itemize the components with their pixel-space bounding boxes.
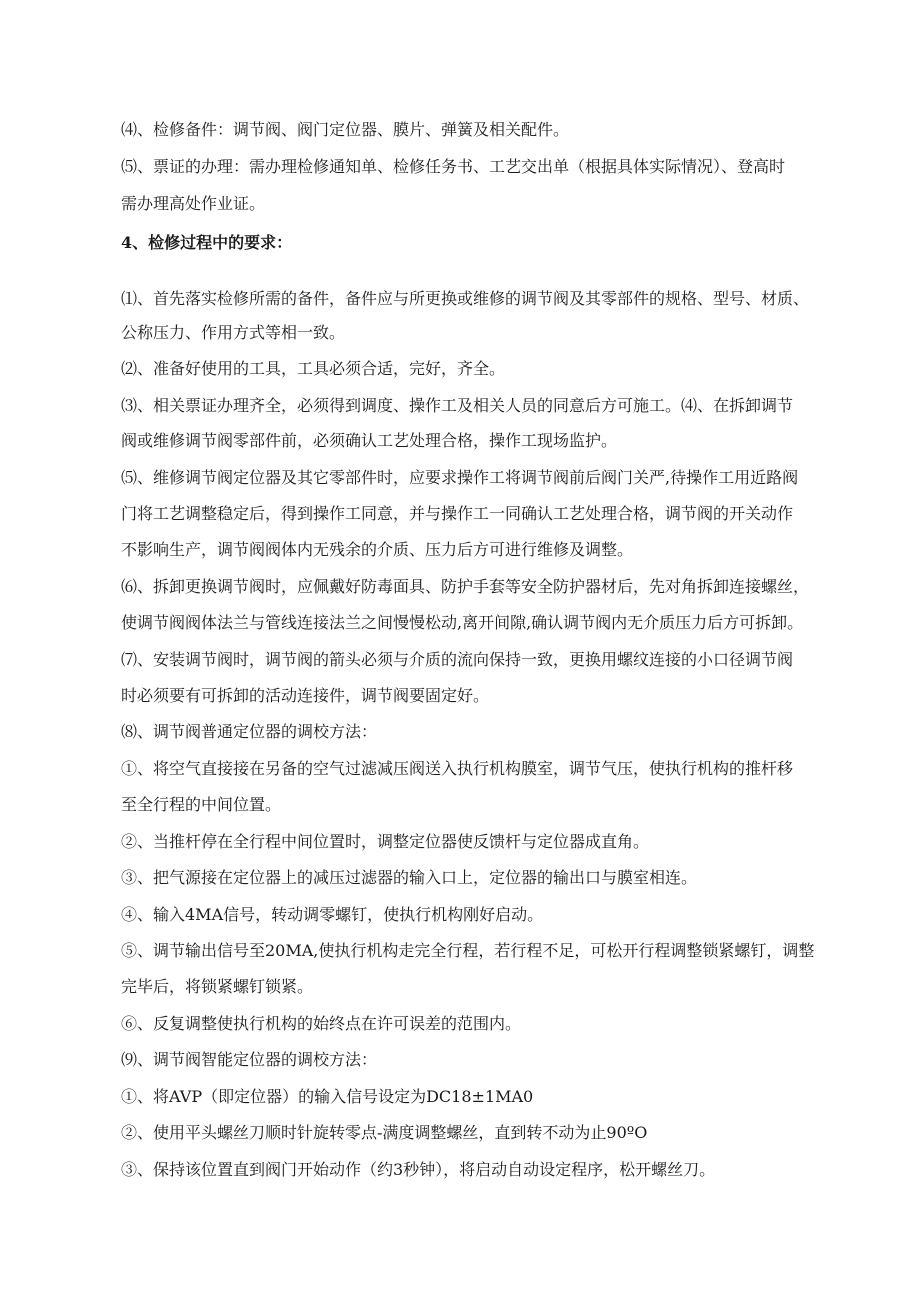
text-line: 需办理高处作业证。 — [121, 194, 266, 213]
text-line: ⑼、调节阀智能定位器的调校方法： — [121, 1050, 378, 1069]
text-line: ⑸、票证的办理：需办理检修通知单、检修任务书、工艺交出单（根据具体实际情况）、登高时 — [121, 157, 786, 176]
text-line: ①、将AVP（即定位器）的输入信号设定为DC18±1MA0 — [121, 1087, 534, 1106]
text-line: ②、当推杆停在全行程中间位置时，调整定位器使反馈杆与定位器成直角。 — [121, 832, 650, 851]
text-line: ①、将空气直接接在另备的空气过滤减压阀送入执行机构膜室，调节气压，使执行机构的推杆移 — [121, 759, 794, 778]
text-line: 不影响生产，调节阀阀体内无残余的介质、压力后方可进行维修及调整。 — [121, 540, 634, 559]
text-line: ③、把气源接在定位器上的减压过滤器的输入口上，定位器的输出口与膜室相连。 — [121, 868, 698, 887]
text-line: ②、使用平头螺丝刀顺时针旋转零点-满度调整螺丝，直到转不动为止90ºO — [121, 1123, 648, 1142]
text-line: 阀或维修调节阀零部件前，必须确认工艺处理合格，操作工现场监护。 — [121, 431, 618, 450]
text-line: ⑺、安装调节阀时，调节阀的箭头必须与介质的流向保持一致，更换用螺纹连接的小口径调节阀 — [121, 650, 794, 669]
text-line: ⑸、维修调节阀定位器及其它零部件时，应要求操作工将调节阀前后阀门关严,待操作工用近路阀 — [121, 468, 799, 487]
text-line: ⑵、准备好使用的工具，工具必须合适，完好，齐全。 — [121, 359, 506, 378]
text-line: 完毕后，将锁紧螺钉锁紧。 — [121, 977, 314, 996]
text-line: ⑹、拆卸更换调节阀时，应佩戴好防毒面具、防护手套等安全防护器材后，先对角拆卸连接螺丝， — [121, 577, 810, 596]
text-line: ④、输入4MA信号，转动调零螺钉，使执行机构刚好启动。 — [121, 905, 544, 924]
text-line: 使调节阀阀体法兰与管线连接法兰之间慢慢松动,离开间隙,确认调节阀内无介质压力后方可拆卸。 — [121, 613, 804, 632]
text-line: 至全行程的中间位置。 — [121, 795, 282, 814]
text-line: ③、保持该位置直到阀门开始动作（约3秒钟），将启动自动设定程序，松开螺丝刀。 — [121, 1160, 716, 1179]
text-line: ⑴、首先落实检修所需的备件，备件应与所更换或维修的调节阀及其零部件的规格、型号、材质、 — [121, 289, 810, 308]
text-line: ⑶、相关票证办理齐全，必须得到调度、操作工及相关人员的同意后方可施工。⑷、在拆卸调节 — [121, 396, 794, 415]
text-line: 时必须要有可拆卸的活动连接件，调节阀要固定好。 — [121, 686, 490, 705]
text-line: 门将工艺调整稳定后，得到操作工同意，并与操作工一同确认工艺处理合格，调节阀的开关动作 — [121, 504, 794, 523]
text-line: ⑷、检修备件：调节阀、阀门定位器、膜片、弹簧及相关配件。 — [121, 120, 570, 139]
text-line: ⑥、反复调整使执行机构的始终点在许可误差的范围内。 — [121, 1014, 522, 1033]
text-line: ⑤、调节输出信号至20MA,使执行机构走完全行程，若行程不足，可松开行程调整锁紧螺钉，调整 — [121, 941, 815, 960]
text-line: 公称压力、作用方式等相一致。 — [121, 323, 346, 342]
section-heading: 4、检修过程中的要求： — [121, 233, 293, 252]
text-line: ⑻、调节阀普通定位器的调校方法： — [121, 722, 378, 741]
